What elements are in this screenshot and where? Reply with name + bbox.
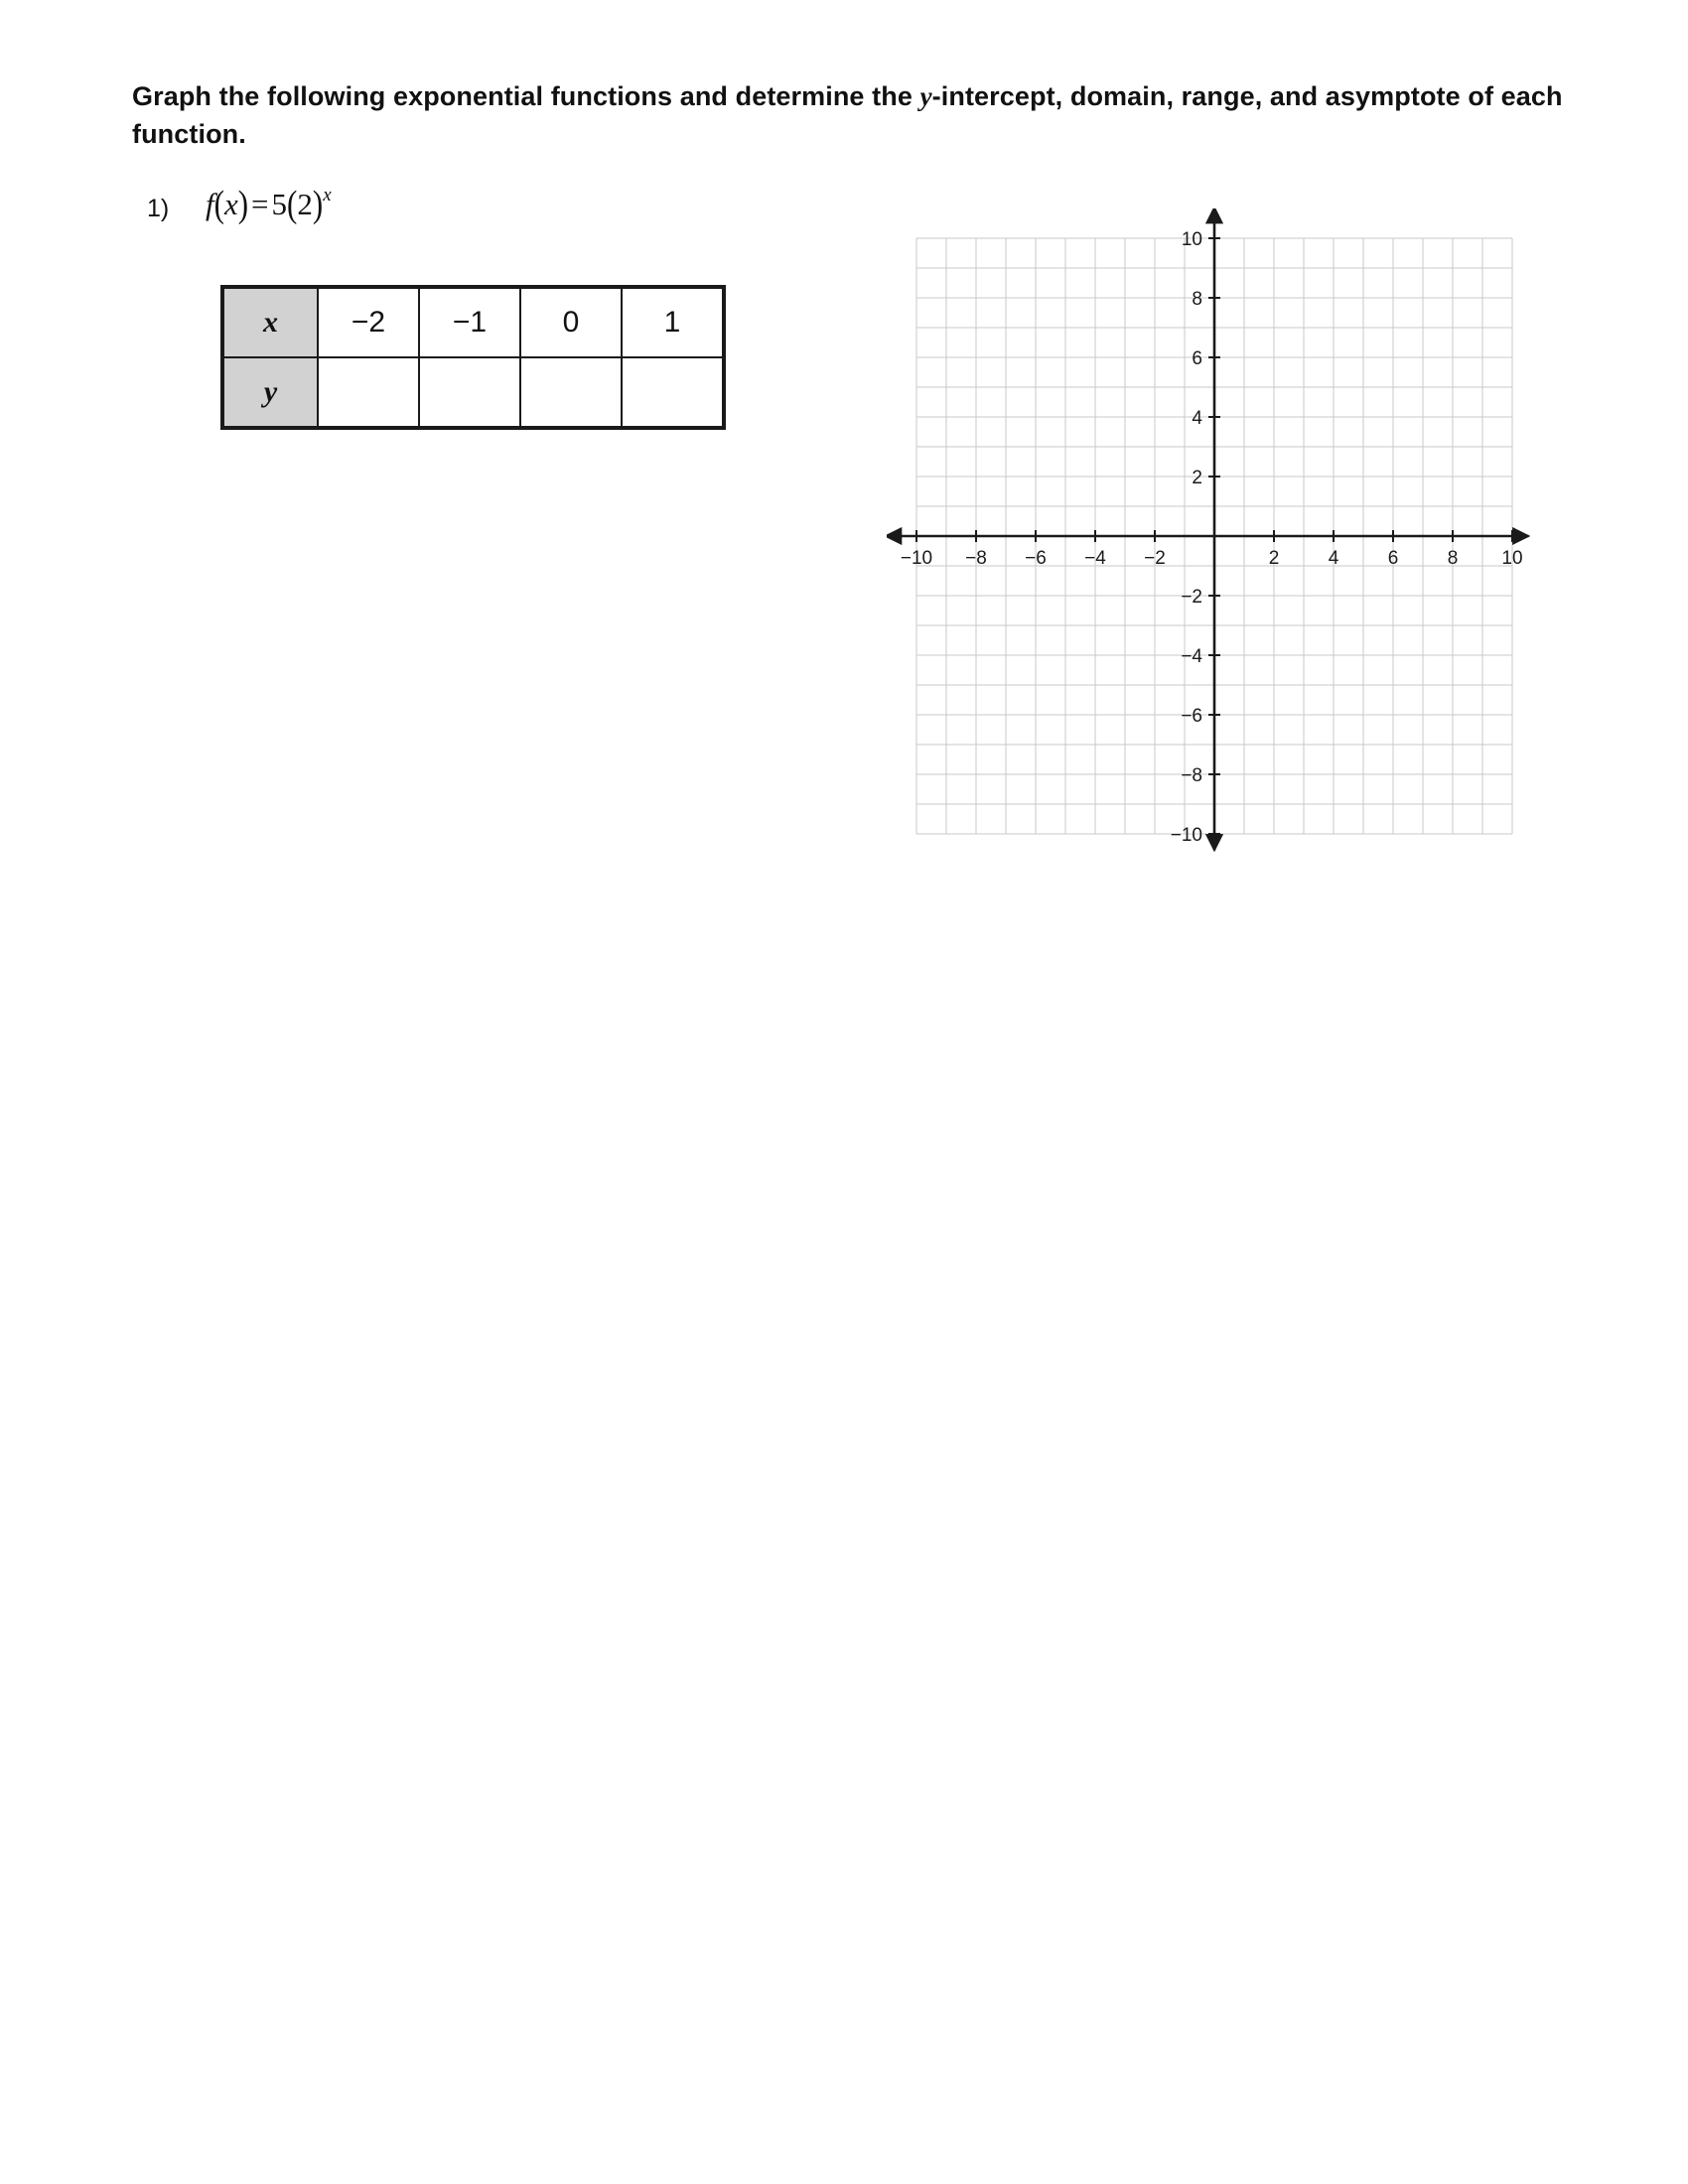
x-tick-label: 8	[1447, 548, 1459, 569]
y-tick-label: 4	[1192, 408, 1202, 429]
instructions-part2: -intercept, domain, range, and asymptote of each function.	[132, 81, 1563, 150]
instructions-text	[132, 77, 1582, 154]
y-tick-label: −2	[1181, 587, 1202, 608]
table-cell-x-3: 1	[622, 287, 724, 357]
table-cell-x-2: 0	[520, 287, 622, 357]
x-tick-label: 4	[1328, 548, 1339, 569]
x-tick-label: 10	[1501, 548, 1523, 569]
x-tick-label: −2	[1144, 548, 1166, 569]
table-cell-y-2[interactable]	[520, 357, 622, 428]
function-base: 2	[297, 187, 313, 221]
function-equals: =	[251, 187, 269, 221]
instructions-variable: y	[919, 81, 932, 111]
table-cell-x-1: −1	[419, 287, 520, 357]
table-row-y	[222, 357, 724, 428]
base-close-paren: )	[312, 183, 324, 225]
problem-number-1: 1)	[147, 195, 170, 222]
function-open-paren: (	[213, 183, 224, 225]
function-close-paren: )	[237, 183, 249, 225]
table-header-x: x	[222, 287, 318, 357]
y-tick-label: −4	[1181, 646, 1202, 667]
function-name: f	[206, 187, 214, 221]
base-open-paren: (	[287, 183, 298, 225]
coordinate-graph	[887, 208, 1542, 864]
function-coefficient: 5	[271, 187, 288, 221]
function-argument: x	[223, 187, 238, 221]
table-row-x	[222, 287, 724, 357]
x-tick-label: −4	[1084, 548, 1106, 569]
y-tick-label: 10	[1181, 229, 1202, 250]
function-expression-1	[206, 183, 332, 225]
table-cell-y-3[interactable]	[622, 357, 724, 428]
y-tick-label: −6	[1181, 706, 1202, 727]
xy-value-table	[220, 285, 726, 430]
x-tick-label: −8	[965, 548, 987, 569]
y-tick-label: −10	[1170, 825, 1202, 846]
y-tick-label: 2	[1192, 468, 1202, 488]
y-tick-label: 6	[1192, 348, 1202, 369]
table-header-y: y	[222, 357, 318, 428]
y-tick-label: −8	[1181, 765, 1202, 786]
table-cell-x-0: −2	[318, 287, 419, 357]
x-tick-label: 2	[1268, 548, 1280, 569]
x-tick-label: 6	[1387, 548, 1399, 569]
x-tick-label: −6	[1025, 548, 1047, 569]
instructions-part1: Graph the following exponential functions and determine the	[132, 81, 920, 111]
axis-tick-labels	[901, 229, 1523, 846]
function-exponent: x	[323, 184, 332, 205]
axes	[901, 222, 1529, 851]
x-tick-label: −10	[900, 548, 933, 569]
y-tick-label: 8	[1192, 289, 1202, 310]
table-cell-y-0[interactable]	[318, 357, 419, 428]
table-cell-y-1[interactable]	[419, 357, 520, 428]
coordinate-grid-svg	[887, 208, 1542, 864]
